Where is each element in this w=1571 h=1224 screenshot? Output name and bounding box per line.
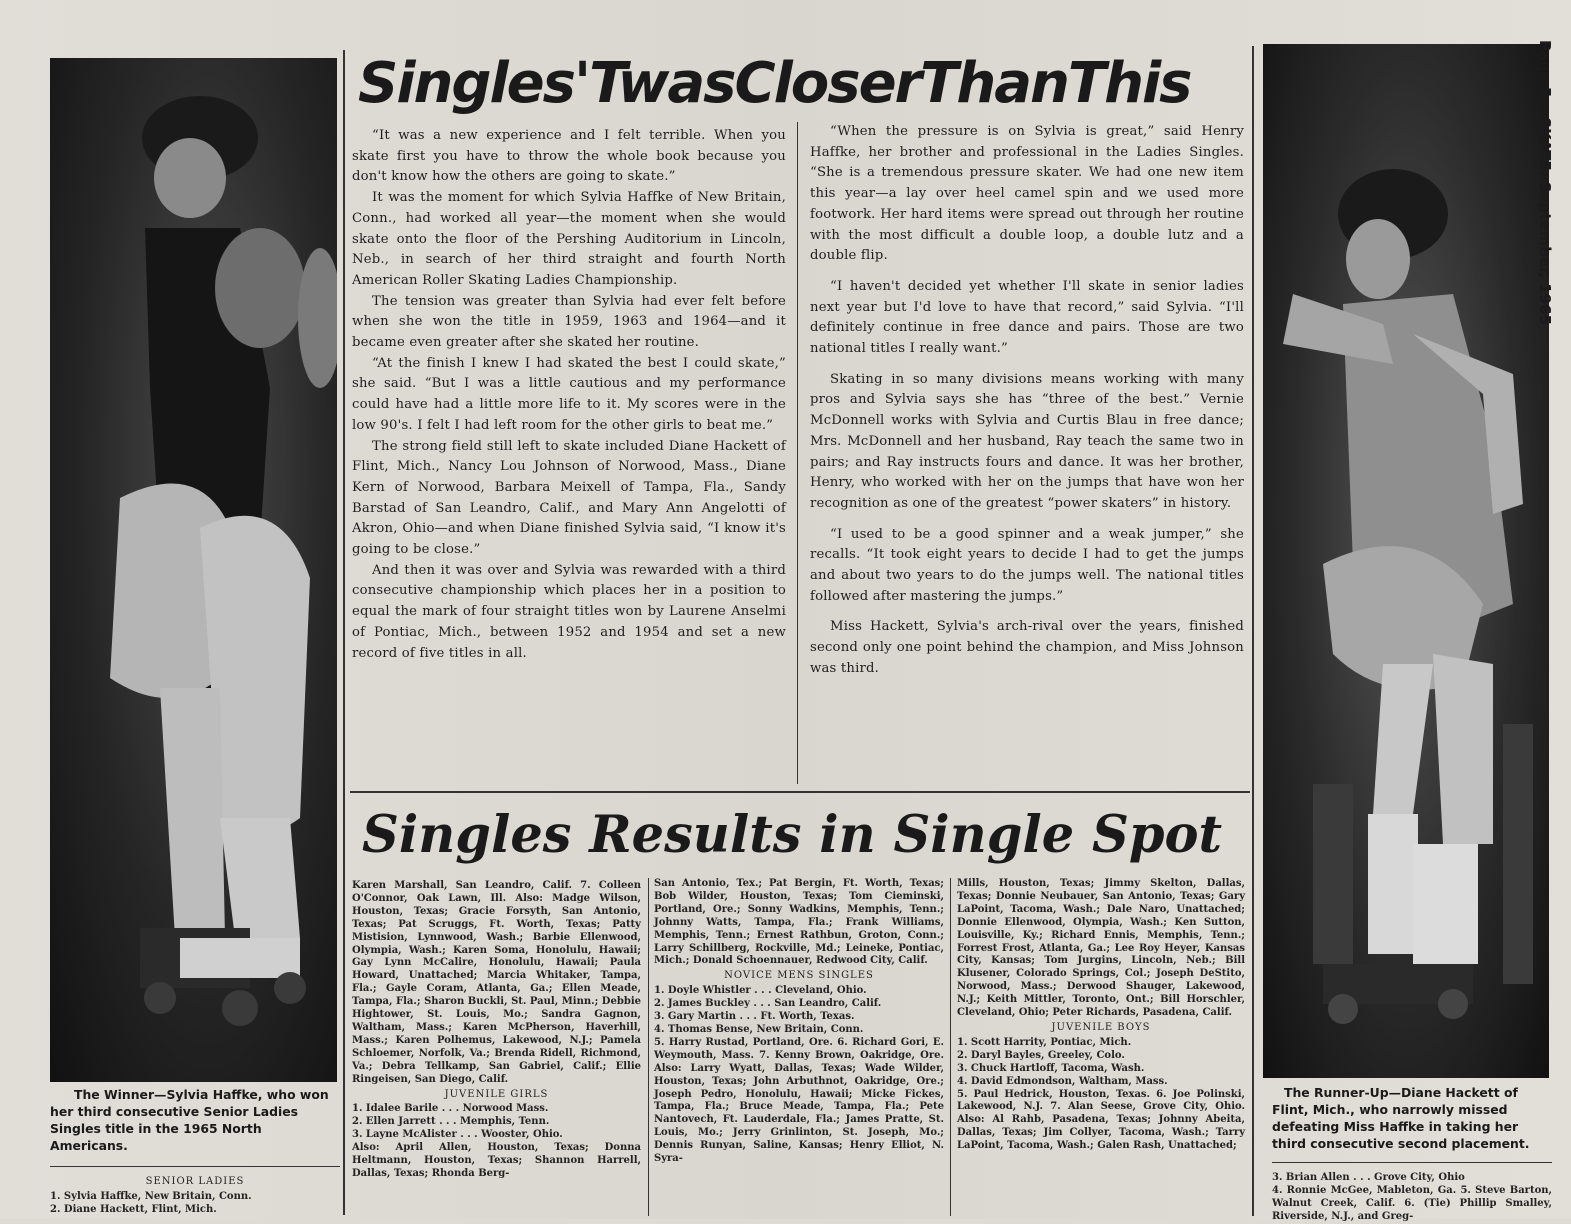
skater-silhouette-left xyxy=(50,58,337,1082)
skater-silhouette-right xyxy=(1263,44,1549,1078)
result-line: 4. Ronnie McGee, Mableton, Ga. 5. Steve Barton, Walnut Creek, Calif. 6. (Tie) Phillip Smalley, Riverside, N.J., and Greg- xyxy=(1272,1184,1552,1222)
caption-winner: The Winner—Sylvia Haffke, who won her third consecutive Senior Ladies Singles title in the 1965 North Americans. xyxy=(50,1087,329,1153)
result-line: 4. Thomas Bense, New Britain, Conn. xyxy=(654,1023,864,1035)
result-line: 1. Scott Harrity, Pontiac, Mich. xyxy=(957,1036,1132,1048)
result-line: 4. David Edmondson, Waltham, Mass. xyxy=(957,1075,1168,1087)
article-paragraph: It was the moment for which Sylvia Haffke of New Britain, Conn., had worked all year—the moment when she would skate onto the floor of the Pershing Auditorium in Lincoln, Neb., in search of her third straight and fourth North American Roller Skating Ladies Championship. xyxy=(352,190,786,288)
article-column-b xyxy=(810,122,1244,680)
article-paragraph: Skating in so many divisions means working with many pros and Sylvia says she has “three of the best.” Vernie McDonnell works with Sylvia and Curtis Blau in free dance; Mrs. McDonnell and her husband, Ray teach the same two in pairs; and Ray instructs fours and dance. It was her brother, Henry, who worked with her on the jumps that have won her recognition as one of the greatest “power skaters” in history. xyxy=(810,371,1244,511)
column-rule-results-1 xyxy=(648,878,649,1216)
results-text: Karen Marshall, San Leandro, Calif. 7. Colleen O'Connor, Oak Lawn, Ill. Also: Madge Wilson, Houston, Texas; Gracie Forsyth, San Antonio, Texas; Pat Scruggs, Ft. Worth, Texas; Patty Mistision, Lynnwood, Wash.; Barbie Ellenwood, Olympia, Wash.; Karen Soma, Honolulu, Hawaii; Gay Lynn McCalire, Honolulu, Hawaii; Paula Howard, Unattached; Marcia Whitaker, Tampa, Fla.; Gayle Coram, Atlanta, Ga.; Ellen Meade, Tampa, Fla.; Sharon Buckli, St. Paul, Minn.; Debbie Hightower, St. Louis, Mo.; Sandra Gagnon, Waltham, Mass.; Karen McPherson, Haverhill, Mass.; Karen Polhemus, Lakewood, N.J.; Pamela Schloemer, Norfolk, Va.; Brenda Ridell, Richmond, Va.; Debra Tellkamp, San Gabriel, Calif.; Ellie Ringeisen, San Diego, Calif. xyxy=(352,880,641,1085)
results-text: Also: April Allen, Houston, Texas; Donna Heltmann, Houston, Texas; Shannon Harrell, Dallas, Texas; Rhonda Berg- xyxy=(352,1142,641,1179)
results-column-3 xyxy=(957,878,1245,1153)
result-line: 3. Layne McAlister . . . Wooster, Ohio. xyxy=(352,1129,563,1141)
result-line: 3. Chuck Hartloff, Tacoma, Wash. xyxy=(957,1062,1145,1074)
caption-divider-left xyxy=(50,1166,340,1167)
section-head-juvenile-girls: JUVENILE GIRLS xyxy=(444,1088,549,1100)
folio-text: Page 5 • SKATE, September, 1965 xyxy=(1536,40,1554,326)
results-text: San Antonio, Tex.; Pat Bergin, Ft. Worth, Texas; Bob Wilder, Houston, Texas; Tom Cieminski, Portland, Ore.; Sonny Wadkins, Memphis, Tenn.; Johnny Watts, Tampa, Fla.; Frank Williams, Memphis, Tenn.; Ernest Rathbun, Groton, Conn.; Larry Schillberg, Rockville, Md.; Leineke, Pontiac, Mich.; Donald Schoennauer, Redwood City, Calif. xyxy=(654,878,944,967)
photo-runner-up-diane-hackett xyxy=(1263,44,1549,1078)
caption-divider-right xyxy=(1272,1162,1552,1163)
article-paragraph: The strong field still left to skate included Diane Hackett of Flint, Mich., Nancy Lou Johnson of Norwood, Mass., Diane Kern of Norwood, Barbara Meixell of Tampa, Fla., Sandy Barstad of San Leandro, Calif., and Mary Ann Angelotti of Akron, Ohio—and when Diane finished Sylvia said, “I know it's going to be close.” xyxy=(352,438,786,558)
column-rule-right xyxy=(1252,46,1254,1216)
article-paragraph: “At the finish I knew I had skated the best I could skate,” she said. “But I was a little cautious and my performance could have had a little more life to it. My scores were in the low 90's. I felt I had left room for the other girls to beat me.” xyxy=(352,355,786,433)
results-text: Mills, Houston, Texas; Jimmy Skelton, Dallas, Texas; Donnie Neubauer, San Antonio, Texas; Gary LaPoint, Tacoma, Wash.; Dale Naro, Unattached; Donnie Ellenwood, Olympia, Wash.; Ken Sutton, Louisville, Ky.; Richard Ennis, Memphis, Tenn.; Forrest Frost, Atlanta, Ga.; Lee Roy Heyer, Kansas City, Kansas; Tom Jurgins, Lincoln, Neb.; Bill Klusener, Colorado Springs, Col.; Joseph DeStito, Norwood, Mass.; Derwood Shauger, Lakewood, N.J.; Keith Mittler, Toronto, Ont.; Bill Horschler, Cleveland, Ohio; Peter Richards, Pasadena, Calif. xyxy=(957,878,1245,1019)
result-line: 2. Ellen Jarrett . . . Memphis, Tenn. xyxy=(352,1116,550,1128)
column-rule-article xyxy=(797,122,798,784)
result-line: 2. James Buckley . . . San Leandro, Calif. xyxy=(654,998,882,1010)
results-text: 5. Harry Rustad, Portland, Ore. 6. Richard Gori, E. Weymouth, Mass. 7. Kenny Brown, Oakridge, Ore. Also: Larry Wyatt, Dallas, Texas; Wade Wilder, Houston, Texas; John Arbuthnot, Oakridge, Ore.; Joseph Pedro, Honolulu, Hawaii; Micke Fickes, Tampa, Fla.; Bruce Meade, Tampa, Fla.; Pete Nantovech, Ft. Lauderdale, Fla.; James Pratte, St. Louis, Mo.; Jerry Grinlinton, St. Joseph, Mo.; Dennis Runyan, Saline, Kansas; Henry Elliot, N. Syra- xyxy=(654,1036,944,1165)
results-column-2 xyxy=(654,878,944,1166)
section-head-senior-ladies: SENIOR LADIES xyxy=(145,1176,245,1187)
article-paragraph: Miss Hackett, Sylvia's arch-rival over the years, finished second only one point behind the champion, and Miss Johnson was third. xyxy=(810,619,1244,676)
article-paragraph: And then it was over and Sylvia was rewarded with a third consecutive championship which places her in a position to equal the mark of four straight titles won by Laurene Anselmi of Pontiac, Mich., between 1952 and 1954 and set a new record of five titles in all. xyxy=(352,562,786,661)
column-rule-left xyxy=(343,50,345,1215)
result-line: 2. Diane Hackett, Flint, Mich. xyxy=(50,1203,217,1215)
result-line: 1. Sylvia Haffke, New Britain, Conn. xyxy=(50,1190,252,1202)
article-paragraph: “When the pressure is on Sylvia is great,” said Henry Haffke, her brother and professional in the Ladies Singles. “She is a tremendous pressure skater. We had one new item this year—a lay over heel camel spin and we used more footwork. Her hard items were spread out through her routine with the most difficult a double loop, a double lutz and a double flip. xyxy=(810,124,1244,264)
article-paragraph: “I haven't decided yet whether I'll skate in senior ladies next year but I'd love to have that record,” said Sylvia. “I'll definitely continue in free dance and pairs. Those are two national titles I really want.” xyxy=(810,278,1244,357)
result-line: 2. Daryl Bayles, Greeley, Colo. xyxy=(957,1049,1125,1061)
results-text: 5. Paul Hedrick, Houston, Texas. 6. Joe Polinski, Lakewood, N.J. 7. Alan Seese, Grove City, Ohio. Also: Al Rahb, Pasadena, Texas; Johnny Abeita, Dallas, Texas; Jim Collyer, Tacoma, Wash.; Tarry LaPoint, Tacoma, Wash.; Galen Rash, Unattached; xyxy=(957,1088,1245,1152)
results-column-1 xyxy=(352,880,641,1181)
page-folio xyxy=(1534,40,1554,420)
result-line: 1. Idalee Barile . . . Norwood Mass. xyxy=(352,1103,549,1115)
section-head-juvenile-boys: JUVENILE BOYS xyxy=(1051,1021,1151,1033)
results-column-right xyxy=(1272,1172,1552,1224)
headline-main: Singles'TwasCloserThanThis xyxy=(358,51,1191,116)
article-paragraph: The tension was greater than Sylvia had ever felt before when she won the title in 1959, 1963 and 1964—and it became even greater after she skated her routine. xyxy=(352,293,786,351)
results-column-senior-ladies xyxy=(50,1174,340,1217)
section-head-novice-mens: NOVICE MENS SINGLES xyxy=(724,970,874,982)
column-rule-results-2 xyxy=(950,878,951,1216)
result-line: 1. Doyle Whistler . . . Cleveland, Ohio. xyxy=(654,985,867,997)
result-line: 3. Brian Allen . . . Grove City, Ohio xyxy=(1272,1172,1465,1183)
article-paragraph: “I used to be a good spinner and a weak jumper,” she recalls. “It took eight years to decide I had to get the jumps and about two years to do the jumps well. The national titles followed after mastering the jumps.” xyxy=(810,526,1244,604)
article-paragraph: “It was a new experience and I felt terrible. When you skate first you have to throw the whole book because you don't know how the others are going to skate.” xyxy=(352,128,786,185)
result-line: 3. Gary Martin . . . Ft. Worth, Texas. xyxy=(654,1011,855,1023)
caption-runner-up: The Runner-Up—Diane Hackett of Flint, Mich., who narrowly missed defeating Miss Haffke in taking her third consecutive second placement. xyxy=(1272,1085,1530,1151)
photo-winner-sylvia-haffke xyxy=(50,58,337,1082)
article-column-a xyxy=(352,126,786,664)
headline-results: Singles Results in Single Spot xyxy=(362,805,1223,865)
section-divider xyxy=(350,791,1250,793)
